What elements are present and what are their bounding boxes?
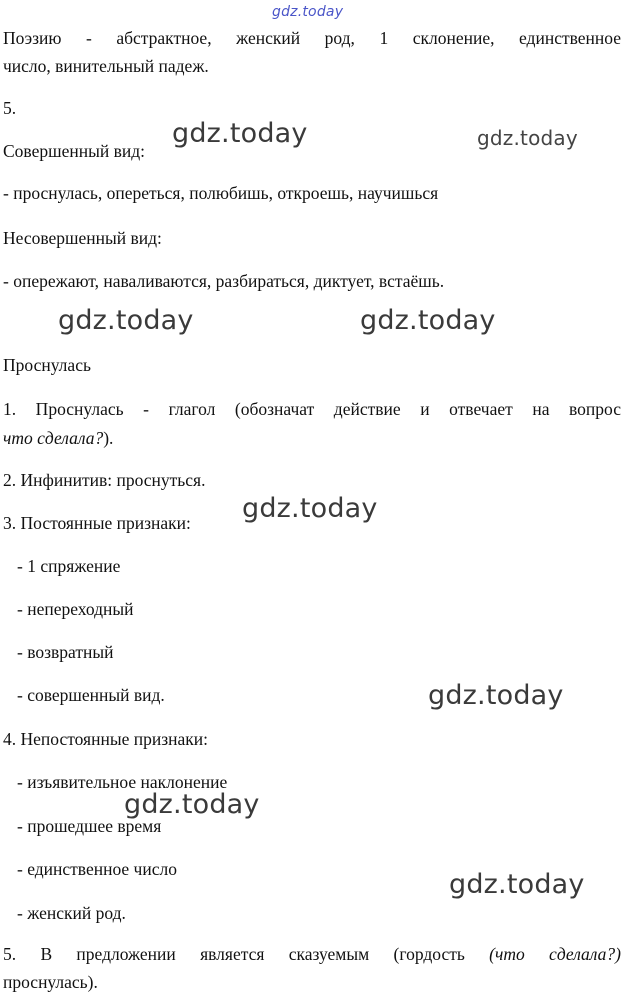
watermark: gdz.today <box>428 680 564 711</box>
text-line: Совершенный вид: <box>3 141 145 161</box>
text-line: 2. Инфинитив: проснуться. <box>3 470 206 490</box>
watermark: gdz.today <box>124 789 260 820</box>
watermark-top: gdz.today <box>272 4 344 20</box>
text-line: Несовершенный вид: <box>3 228 162 248</box>
watermark: gdz.today <box>360 305 496 336</box>
watermark: gdz.today <box>242 493 378 524</box>
text-line: проснулась). <box>3 972 98 992</box>
text-line: - проснулась, опереться, полюбишь, откроешь, научишься <box>3 183 439 203</box>
watermark: gdz.today <box>172 118 308 149</box>
list-item: - женский род. <box>17 903 126 923</box>
watermark: gdz.today <box>477 126 578 150</box>
watermark: gdz.today <box>449 869 585 900</box>
list-item: - 1 спряжение <box>17 556 121 576</box>
list-item: - изъявительное наклонение <box>17 772 228 792</box>
italic-question: что сделала? <box>3 428 104 448</box>
italic-question: (что сделала?) <box>489 944 621 964</box>
list-item: - единственное число <box>17 859 177 879</box>
text-line: Проснулась <box>3 355 91 375</box>
list-item: - прошедшее время <box>17 816 162 836</box>
text-line: - опережают, наваливаются, разбираться, диктует, встаёшь. <box>3 271 445 291</box>
text-line: 4. Непостоянные признаки: <box>3 729 208 749</box>
list-item: - совершенный вид. <box>17 685 165 705</box>
text-fragment: 5. В предложении является сказуемым (гордость <box>3 944 490 964</box>
text-line: 3. Постоянные признаки: <box>3 513 191 533</box>
text-line <box>3 427 113 449</box>
text-fragment: ). <box>103 428 114 448</box>
text-line <box>3 943 621 965</box>
text-line: число, винительный падеж. <box>3 56 209 76</box>
text-line: 5. <box>3 98 17 118</box>
list-item: - возвратный <box>17 642 114 662</box>
watermark: gdz.today <box>58 305 194 336</box>
list-item: - непереходный <box>17 599 134 619</box>
text-line: 1. Проснулась - глагол (обозначат действие и отвечает на вопрос <box>3 399 621 419</box>
text-line: Поэзию - абстрактное, женский род, 1 склонение, единственное <box>3 28 621 48</box>
